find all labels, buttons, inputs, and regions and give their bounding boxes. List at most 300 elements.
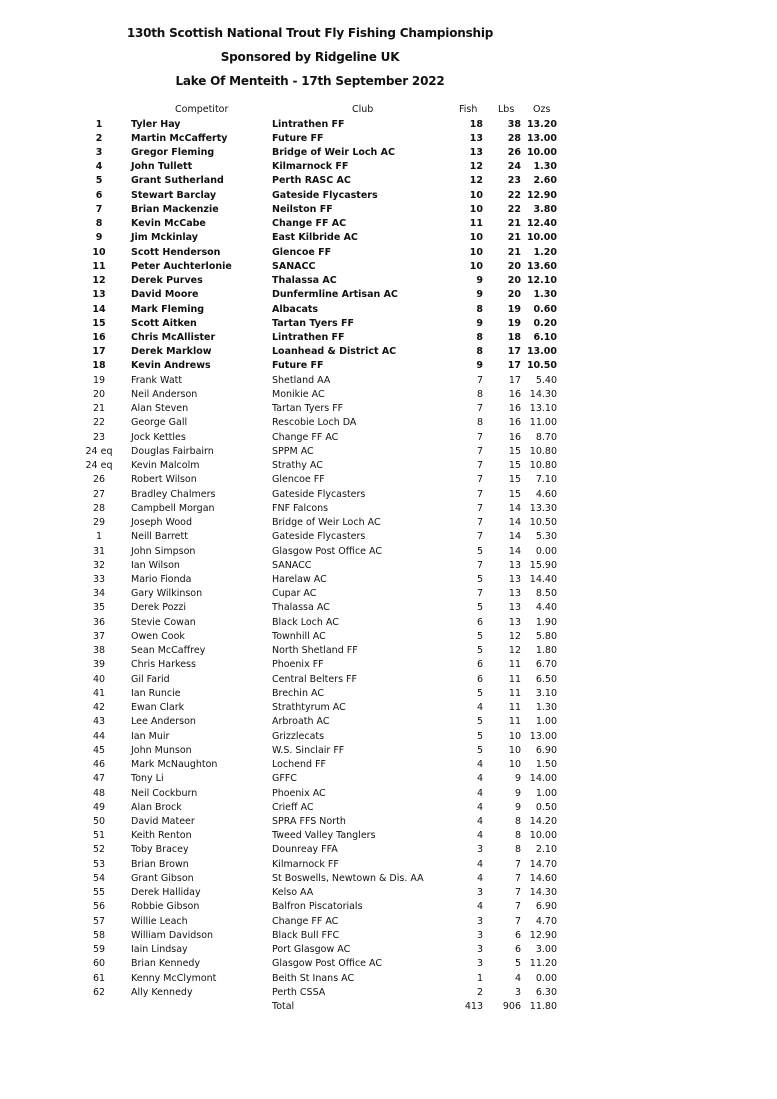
fish-cell: 4 [476, 787, 483, 799]
club-cell: Gateside Flycasters [272, 189, 378, 201]
fish-cell: 9 [476, 275, 483, 287]
ozs-cell: 10.80 [529, 445, 557, 457]
fish-cell: 5 [476, 687, 483, 699]
competitor-cell: Alan Steven [131, 403, 189, 415]
fish-cell: 7 [476, 474, 483, 486]
ozs-cell: 4.40 [535, 602, 557, 614]
lbs-cell: 16 [508, 388, 521, 400]
ozs-cell: 14.30 [529, 887, 557, 899]
club-cell: Arbroath AC [272, 716, 330, 728]
table-row [0, 317, 777, 331]
ozs-cell: 10.00 [526, 146, 557, 158]
ozs-cell: 1.00 [535, 716, 557, 728]
fish-cell: 12 [469, 175, 483, 187]
table-row [0, 957, 777, 971]
fish-cell: 7 [476, 403, 483, 415]
table-row [0, 416, 777, 430]
ozs-cell: 6.90 [535, 901, 557, 913]
table-row [0, 459, 777, 473]
fish-cell: 10 [469, 246, 483, 258]
competitor-cell: William Davidson [131, 929, 214, 941]
ozs-cell: 12.40 [526, 218, 557, 230]
fish-cell: 9 [476, 317, 483, 329]
table-row [0, 858, 777, 872]
table-row [0, 829, 777, 843]
club-cell: Harelaw AC [272, 574, 327, 585]
total-fish: 413 [464, 1001, 483, 1013]
fish-cell: 5 [476, 645, 483, 657]
club-cell: Phoenix AC [272, 787, 326, 799]
position-cell: 4 [95, 161, 103, 173]
club-cell: Kilmarnock FF [272, 161, 349, 173]
club-cell: SANACC [272, 559, 312, 571]
competitor-cell: George Gall [131, 417, 188, 429]
ozs-cell: 1.90 [535, 616, 557, 628]
competitor-cell: Scott Henderson [131, 246, 221, 258]
competitor-cell: Martin McCafferty [131, 132, 228, 144]
lbs-cell: 17 [507, 346, 521, 358]
position-cell: 22 [92, 417, 106, 429]
lbs-cell: 4 [514, 972, 521, 984]
competitor-cell: Tony Li [131, 773, 164, 785]
competitor-cell: Brian Brown [131, 858, 189, 870]
table-row [0, 345, 777, 359]
lbs-cell: 14 [508, 531, 521, 543]
club-cell: Perth RASC AC [272, 175, 351, 187]
lbs-cell: 38 [507, 118, 521, 130]
ozs-cell: 4.60 [535, 488, 557, 500]
club-cell: Change FF AC [272, 431, 339, 443]
header-club: Club [352, 104, 374, 115]
fish-cell: 8 [476, 332, 483, 344]
fish-cell: 4 [476, 901, 483, 913]
lbs-cell: 10 [508, 730, 521, 742]
lbs-cell: 12 [508, 645, 521, 657]
position-cell: 1 [95, 118, 103, 130]
club-cell: Kelso AA [272, 887, 314, 899]
position-cell: 49 [92, 801, 106, 813]
position-cell: 45 [92, 744, 106, 756]
club-cell: Cupar AC [272, 588, 317, 600]
fish-cell: 9 [476, 289, 483, 301]
position-cell: 48 [92, 787, 106, 799]
fish-cell: 7 [476, 431, 483, 443]
position-cell: 46 [92, 759, 106, 771]
ozs-cell: 14.40 [529, 574, 557, 585]
position-cell: 47 [92, 773, 106, 785]
lbs-cell: 10 [508, 759, 521, 771]
competitor-cell: John Simpson [131, 545, 196, 557]
table-row [0, 274, 777, 288]
fish-cell: 4 [476, 858, 483, 870]
fish-cell: 13 [469, 146, 483, 158]
table-row [0, 630, 777, 644]
lbs-cell: 5 [514, 958, 521, 970]
lbs-cell: 16 [508, 431, 521, 443]
competitor-cell: Neil Cockburn [131, 787, 198, 799]
position-cell: 24 eq [85, 445, 113, 457]
position-cell: 18 [92, 360, 106, 372]
ozs-cell: 15.90 [529, 559, 557, 571]
table-row [0, 644, 777, 658]
club-cell: Future FF [272, 132, 324, 144]
table-row [0, 687, 777, 701]
club-cell: W.S. Sinclair FF [272, 744, 345, 756]
ozs-cell: 5.30 [535, 531, 557, 543]
lbs-cell: 21 [507, 218, 521, 230]
lbs-cell: 7 [514, 901, 521, 913]
table-row [0, 374, 777, 388]
club-cell: Townhill AC [272, 630, 326, 642]
position-cell: 28 [92, 502, 106, 514]
table-row [0, 573, 777, 587]
competitor-cell: Jim Mckinlay [131, 232, 198, 244]
total-lbs: 906 [502, 1001, 521, 1013]
ozs-cell: 14.70 [529, 858, 557, 870]
lbs-cell: 18 [507, 332, 521, 344]
ozs-cell: 0.60 [533, 303, 557, 315]
fish-cell: 7 [476, 502, 483, 514]
club-cell: SPRA FFS North [272, 815, 346, 827]
lbs-cell: 11 [508, 702, 521, 714]
club-cell: Bridge of Weir Loch AC [272, 517, 381, 529]
table-row [0, 744, 777, 758]
lbs-cell: 28 [507, 132, 521, 144]
competitor-cell: Joseph Wood [131, 517, 192, 529]
competitor-cell: Alan Brock [131, 801, 182, 813]
lbs-cell: 22 [507, 189, 521, 201]
table-row [0, 986, 777, 1000]
lbs-cell: 7 [514, 915, 521, 927]
lbs-cell: 7 [514, 872, 521, 884]
ozs-cell: 1.50 [535, 759, 557, 771]
ozs-cell: 1.80 [535, 645, 557, 657]
position-cell: 3 [95, 146, 103, 158]
club-cell: Grizzlecats [272, 730, 325, 742]
table-row [0, 886, 777, 900]
club-cell: Thalassa AC [272, 275, 337, 287]
competitor-cell: Gregor Fleming [131, 146, 215, 158]
fish-cell: 8 [476, 417, 483, 429]
fish-cell: 6 [476, 659, 483, 671]
lbs-cell: 15 [508, 445, 521, 457]
competitor-cell: Kenny McClymont [131, 972, 217, 984]
position-cell: 42 [92, 702, 106, 714]
ozs-cell: 13.20 [526, 118, 557, 130]
club-cell: Tartan Tyers FF [272, 403, 344, 415]
table-row [0, 730, 777, 744]
ozs-cell: 5.80 [535, 630, 557, 642]
club-cell: Lintrathen FF [272, 118, 345, 130]
competitor-cell: Brian Mackenzie [131, 203, 219, 215]
position-cell: 24 eq [85, 460, 113, 472]
ozs-cell: 13.00 [526, 132, 557, 144]
ozs-cell: 6.70 [535, 659, 557, 671]
club-cell: Brechin AC [272, 687, 324, 699]
position-cell: 44 [92, 730, 106, 742]
total-row [0, 1000, 777, 1014]
ozs-cell: 5.40 [535, 374, 557, 386]
club-cell: SPPM AC [272, 445, 314, 457]
ozs-cell: 10.00 [526, 232, 557, 244]
club-cell: Bridge of Weir Loch AC [272, 146, 395, 158]
club-cell: Perth CSSA [272, 986, 326, 998]
fish-cell: 6 [476, 616, 483, 628]
club-cell: Tartan Tyers FF [272, 317, 354, 329]
competitor-cell: Ian Wilson [131, 559, 180, 571]
table-row [0, 673, 777, 687]
ozs-cell: 12.90 [529, 929, 557, 941]
table-row [0, 132, 777, 146]
total-ozs: 11.80 [529, 1001, 557, 1013]
table-row [0, 174, 777, 188]
table-row [0, 715, 777, 729]
club-cell: Tweed Valley Tanglers [272, 830, 376, 842]
lbs-cell: 24 [507, 161, 521, 173]
ozs-cell: 8.70 [535, 431, 557, 443]
competitor-cell: Sean McCaffrey [131, 645, 206, 657]
ozs-cell: 14.30 [529, 388, 557, 400]
position-cell: 37 [92, 630, 106, 642]
lbs-cell: 17 [507, 360, 521, 372]
table-row [0, 900, 777, 914]
fish-cell: 4 [476, 759, 483, 771]
club-cell: Dunfermline Artisan AC [272, 289, 398, 301]
position-cell: 41 [92, 687, 106, 699]
sponsor-line: Sponsored by Ridgeline UK [220, 50, 400, 64]
ozs-cell: 6.10 [533, 332, 557, 344]
ozs-cell: 1.20 [533, 246, 557, 258]
ozs-cell: 12.10 [526, 275, 557, 287]
table-row [0, 217, 777, 231]
ozs-cell: 6.90 [535, 744, 557, 756]
competitor-cell: Grant Gibson [131, 872, 194, 884]
lbs-cell: 17 [508, 374, 521, 386]
ozs-cell: 3.00 [535, 944, 557, 956]
fish-cell: 11 [469, 218, 483, 230]
fish-cell: 2 [476, 986, 483, 998]
club-cell: FNF Falcons [272, 502, 329, 514]
competitor-cell: Derek Pozzi [131, 602, 187, 614]
lbs-cell: 11 [508, 687, 521, 699]
ozs-cell: 12.90 [526, 189, 557, 201]
lbs-cell: 10 [508, 744, 521, 756]
lbs-cell: 7 [514, 858, 521, 870]
lbs-cell: 8 [514, 815, 521, 827]
fish-cell: 5 [476, 545, 483, 557]
lbs-cell: 15 [508, 460, 521, 472]
fish-cell: 4 [476, 801, 483, 813]
club-cell: Thalassa AC [272, 602, 330, 614]
position-cell: 31 [92, 545, 106, 557]
fish-cell: 10 [469, 232, 483, 244]
lbs-cell: 13 [508, 616, 521, 628]
table-row [0, 160, 777, 174]
total-label: Total [272, 1001, 295, 1013]
ozs-cell: 13.00 [526, 346, 557, 358]
fish-cell: 7 [476, 374, 483, 386]
table-row [0, 815, 777, 829]
fish-cell: 1 [476, 972, 483, 984]
position-cell: 29 [92, 517, 106, 529]
competitor-cell: David Moore [131, 289, 199, 301]
table-row [0, 431, 777, 445]
position-cell: 50 [92, 815, 106, 827]
position-cell: 58 [92, 929, 106, 941]
position-cell: 62 [92, 986, 106, 998]
competitor-cell: Frank Watt [131, 374, 183, 386]
ozs-cell: 10.80 [529, 460, 557, 472]
ozs-cell: 2.10 [535, 844, 557, 856]
ozs-cell: 14.00 [529, 773, 557, 785]
table-row [0, 758, 777, 772]
position-cell: 19 [92, 374, 106, 386]
ozs-cell: 10.50 [526, 360, 557, 372]
competitor-cell: Douglas Fairbairn [131, 445, 214, 457]
position-cell: 21 [92, 403, 106, 415]
ozs-cell: 10.50 [529, 517, 557, 529]
lbs-cell: 8 [514, 844, 521, 856]
competitor-cell: Scott Aitken [131, 317, 197, 329]
table-row [0, 601, 777, 615]
club-cell: Lochend FF [272, 759, 327, 771]
position-cell: 7 [95, 203, 103, 215]
lbs-cell: 19 [507, 317, 521, 329]
position-cell: 39 [92, 659, 106, 671]
lbs-cell: 11 [508, 659, 521, 671]
lbs-cell: 15 [508, 488, 521, 500]
position-cell: 51 [92, 830, 106, 842]
club-cell: Neilston FF [272, 203, 333, 215]
fish-cell: 3 [476, 844, 483, 856]
fish-cell: 4 [476, 830, 483, 842]
competitor-cell: Gary Wilkinson [131, 588, 203, 600]
competitor-cell: John Munson [131, 744, 192, 756]
fish-cell: 5 [476, 630, 483, 642]
header-ozs: Ozs [533, 104, 551, 115]
results-table [0, 118, 777, 1015]
position-cell: 6 [95, 189, 103, 201]
table-row [0, 530, 777, 544]
ozs-cell: 6.50 [535, 673, 557, 685]
position-cell: 16 [92, 332, 106, 344]
table-row [0, 331, 777, 345]
club-cell: Glasgow Post Office AC [272, 958, 383, 970]
ozs-cell: 1.30 [533, 161, 557, 173]
lbs-cell: 6 [514, 944, 521, 956]
competitor-cell: Brian Kennedy [131, 958, 201, 970]
fish-cell: 5 [476, 744, 483, 756]
competitor-cell: Mark McNaughton [131, 759, 218, 771]
ozs-cell: 8.50 [535, 588, 557, 600]
position-cell: 17 [92, 346, 106, 358]
fish-cell: 7 [476, 445, 483, 457]
lbs-cell: 19 [507, 303, 521, 315]
header-fish: Fish [459, 104, 478, 115]
lbs-cell: 8 [514, 830, 521, 842]
fish-cell: 5 [476, 602, 483, 614]
fish-cell: 5 [476, 574, 483, 585]
ozs-cell: 2.60 [533, 175, 557, 187]
position-cell: 15 [92, 317, 106, 329]
fish-cell: 4 [476, 872, 483, 884]
position-cell: 27 [92, 488, 106, 500]
table-row [0, 359, 777, 373]
table-row [0, 915, 777, 929]
table-row [0, 929, 777, 943]
lbs-cell: 20 [507, 260, 521, 272]
ozs-cell: 14.60 [529, 872, 557, 884]
fish-cell: 4 [476, 702, 483, 714]
fish-cell: 4 [476, 773, 483, 785]
club-cell: Glencoe FF [272, 246, 332, 258]
competitor-cell: Toby Bracey [131, 844, 189, 856]
table-row [0, 587, 777, 601]
header-competitor: Competitor [175, 104, 229, 115]
competitor-cell: Iain Lindsay [131, 944, 188, 956]
table-row [0, 943, 777, 957]
club-cell: North Shetland FF [272, 645, 358, 657]
fish-cell: 10 [469, 189, 483, 201]
fish-cell: 5 [476, 716, 483, 728]
venue-date-line: Lake Of Menteith - 17th September 2022 [175, 74, 445, 88]
position-cell: 8 [95, 218, 103, 230]
lbs-cell: 13 [508, 588, 521, 600]
fish-cell: 9 [476, 360, 483, 372]
fish-cell: 3 [476, 929, 483, 941]
table-row [0, 189, 777, 203]
fish-cell: 3 [476, 958, 483, 970]
competitor-cell: Gil Farid [131, 673, 170, 685]
table-row [0, 303, 777, 317]
lbs-cell: 9 [514, 801, 521, 813]
ozs-cell: 0.00 [535, 545, 557, 557]
position-cell: 61 [92, 972, 106, 984]
position-cell: 26 [92, 474, 106, 486]
club-cell: East Kilbride AC [272, 232, 358, 244]
ozs-cell: 10.00 [529, 830, 557, 842]
competitor-cell: Kevin Malcolm [131, 460, 200, 472]
fish-cell: 6 [476, 673, 483, 685]
competitor-cell: Chris Harkess [131, 659, 196, 671]
ozs-cell: 3.80 [533, 203, 557, 215]
club-cell: Future FF [272, 360, 324, 372]
lbs-cell: 9 [514, 787, 521, 799]
club-cell: Phoenix FF [272, 659, 324, 671]
table-row [0, 559, 777, 573]
club-cell: Change FF AC [272, 915, 339, 927]
lbs-cell: 23 [507, 175, 521, 187]
competitor-cell: Kevin McCabe [131, 218, 206, 230]
position-cell: 13 [92, 289, 106, 301]
club-cell: Beith St Inans AC [272, 972, 355, 984]
competitor-cell: Derek Purves [131, 275, 203, 287]
fish-cell: 10 [469, 203, 483, 215]
fish-cell: 5 [476, 730, 483, 742]
club-cell: GFFC [272, 773, 297, 785]
competitor-cell: Mark Fleming [131, 303, 205, 315]
ozs-cell: 11.20 [529, 958, 557, 970]
lbs-cell: 13 [508, 559, 521, 571]
ozs-cell: 4.70 [535, 915, 557, 927]
competitor-cell: Tyler Hay [131, 118, 181, 130]
club-cell: Shetland AA [272, 374, 331, 386]
competitor-cell: Derek Marklow [131, 346, 212, 358]
lbs-cell: 14 [508, 545, 521, 557]
lbs-cell: 6 [514, 929, 521, 941]
competitor-cell: Campbell Morgan [131, 502, 215, 514]
club-cell: Gateside Flycasters [272, 531, 366, 543]
